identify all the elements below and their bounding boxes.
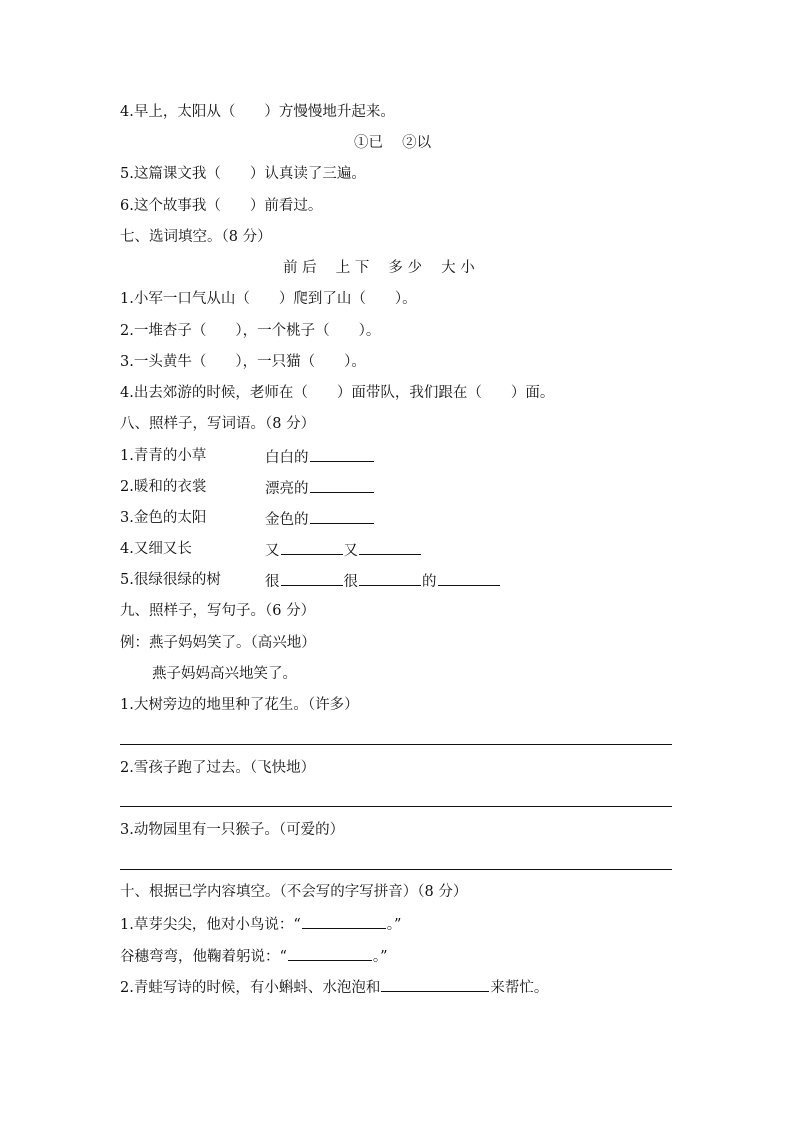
answer-line[interactable] xyxy=(120,869,672,870)
q10-item-1b: 谷穗弯弯，他鞠着躬说：“ 。” xyxy=(120,945,388,967)
q8-item-1-answer: 白白的 xyxy=(265,446,375,468)
section-7-title: 七、选词填空。（8 分） xyxy=(120,229,272,245)
q8-item-3-answer: 金色的 xyxy=(265,508,375,530)
answer-blank[interactable] xyxy=(302,913,386,929)
q8-item-5-answer: 很 很 的 xyxy=(265,570,501,592)
q9-item-3: 3.动物园里有一只猴子。（可爱的） xyxy=(120,822,345,838)
q7-item-4: 4.出去郊游的时候，老师在（ ）面带队，我们跟在（ ）面。 xyxy=(120,385,555,401)
q8-item-2-answer: 漂亮的 xyxy=(265,477,375,499)
q8-item-4: 4.又细又长 xyxy=(120,541,192,557)
q9-item-1: 1.大树旁边的地里种了花生。（许多） xyxy=(120,697,359,713)
answer-blank[interactable] xyxy=(381,976,489,992)
q6-options: ①已 ②以 xyxy=(354,135,432,151)
answer-line[interactable] xyxy=(120,744,672,745)
q6-item-6: 6.这个故事我（ ）前看过。 xyxy=(120,198,323,214)
section-8-title: 八、照样子，写词语。（8 分） xyxy=(120,416,316,432)
q10-item-1a: 1.草芽尖尖，他对小鸟说：“ 。” xyxy=(120,913,401,935)
q8-item-4-answer: 又 又 xyxy=(265,539,422,561)
section-9-title: 九、照样子，写句子。（6 分） xyxy=(120,603,316,619)
answer-blank[interactable] xyxy=(438,570,500,586)
q7-item-2: 2.一堆杏子（ ），一个桃子（ ）。 xyxy=(120,323,381,339)
q7-item-3: 3.一头黄牛（ ），一只猫（ ）。 xyxy=(120,354,366,370)
section-9-example-answer: 燕子妈妈高兴地笑了。 xyxy=(152,666,297,682)
q8-item-1: 1.青青的小草 xyxy=(120,448,207,464)
answer-blank[interactable] xyxy=(288,945,372,961)
q8-item-5: 5.很绿很绿的树 xyxy=(120,572,221,588)
section-9-example: 例：燕子妈妈笑了。（高兴地） xyxy=(120,635,316,651)
q10-item-2: 2.青蛙写诗的时候，有小蝌蚪、水泡泡和 来帮忙。 xyxy=(120,976,548,998)
answer-blank[interactable] xyxy=(359,539,421,555)
answer-blank[interactable] xyxy=(310,446,374,462)
section-7-word-bank: 前 后 上 下 多 少 大 小 xyxy=(283,260,475,276)
answer-blank[interactable] xyxy=(310,477,374,493)
section-10-title: 十、根据已学内容填空。（不会写的字写拼音）（8 分） xyxy=(120,884,468,900)
q8-item-3: 3.金色的太阳 xyxy=(120,510,207,526)
answer-blank[interactable] xyxy=(359,570,421,586)
q8-item-2: 2.暖和的衣裳 xyxy=(120,479,207,495)
q7-item-1: 1.小军一口气从山（ ）爬到了山（ ）。 xyxy=(120,291,417,307)
q6-item-5: 5.这篇课文我（ ）认真读了三遍。 xyxy=(120,166,366,182)
answer-blank[interactable] xyxy=(281,539,343,555)
q6-item-4: 4.早上，太阳从（ ）方慢慢地升起来。 xyxy=(120,104,395,120)
answer-blank[interactable] xyxy=(281,570,343,586)
answer-line[interactable] xyxy=(120,806,672,807)
answer-blank[interactable] xyxy=(310,508,374,524)
q9-item-2: 2.雪孩子跑了过去。（飞快地） xyxy=(120,760,316,776)
